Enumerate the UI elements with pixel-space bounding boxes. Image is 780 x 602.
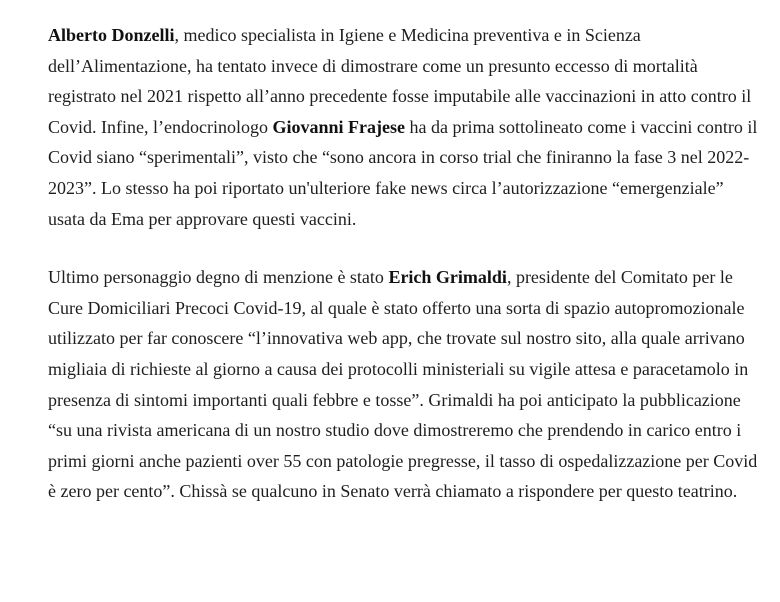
person-name-frajese: Giovanni Frajese <box>272 116 405 137</box>
article-body <box>48 20 760 507</box>
paragraph-donzelli-frajese <box>48 20 760 234</box>
paragraph-grimaldi <box>48 262 760 507</box>
paragraph-text: Ultimo personaggio degno di menzione è stato <box>48 267 389 288</box>
paragraph-text: , presidente del Comitato per le Cure Domiciliari Precoci Covid-19, al quale è stato offerto una sorta di spazio autopromozionale utilizzato per far conoscere “l’innovativa web app, che trovate sul nostro sito, alla quale arrivano migliaia di richieste al giorno a causa dei protocolli ministeriali su vigile attesa e paracetamolo in presenza di sintomi importanti quali febbre e tosse”. Grimaldi ha poi anticipato la pubblicazione “su una rivista americana di un nostro studio dove dimostreremo che prendendo in carico entro i primi giorni anche pazienti over 55 con patologie pregresse, il tasso di ospedalizzazione per Covid è zero per cento”. Chissà se qualcuno in Senato verrà chiamato a rispondere per questo teatrino. <box>48 267 758 502</box>
paragraph-text: ha da prima sottolineato come i vaccini contro il Covid siano “sperimentali”, visto che “sono ancora in corso trial che finiranno la fase 3 nel 2022-2023”. Lo stesso ha poi riportato un'ulteriore fake news circa l’autorizzazione “emergenziale” usata da Ema per approvare questi vaccini. <box>48 116 758 229</box>
person-name-grimaldi: Erich Grimaldi <box>388 267 507 288</box>
person-name-donzelli: Alberto Donzelli <box>48 25 175 45</box>
paragraph-text: , medico specialista in Igiene e Medicina preventiva e in Scienza dell’Alimentazione, ha tentato invece di dimostrare come un presunto eccesso di mortalità registrato nel 2021 rispetto all’anno precedente fosse imputabile alle vaccinazioni in atto contro il Covid. Infine, l’endocrinologo <box>48 25 752 137</box>
